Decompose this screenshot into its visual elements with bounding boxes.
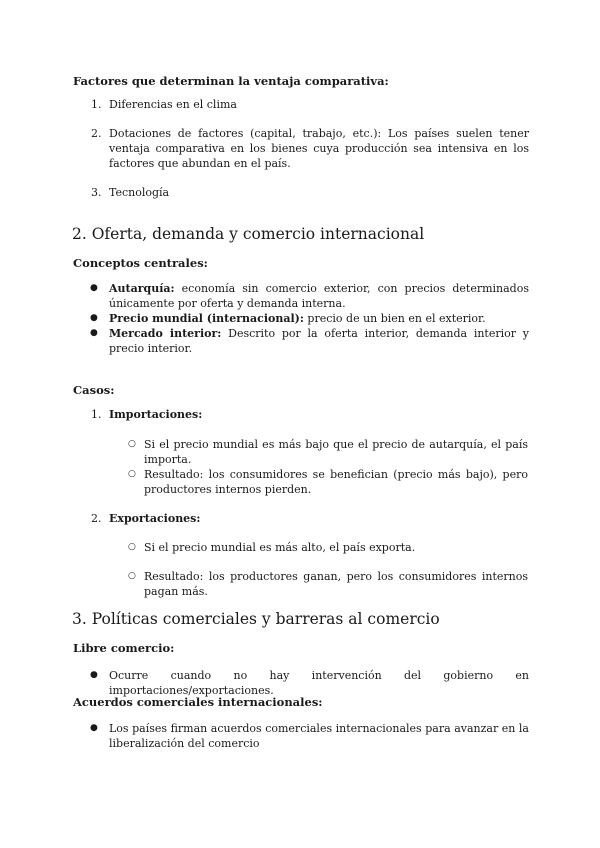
case-title: Importaciones: (109, 408, 203, 421)
term-description: precio de un bien en el exterior. (303, 312, 486, 325)
list-item: Los países firman acuerdos comerciales internacionales para avanzar en la liberalización del comercio (109, 722, 529, 750)
sub-list-item: Si el precio mundial es más alto, el país exporta. (144, 541, 416, 554)
bullet-icon: ● (90, 313, 98, 323)
sub-list-item: Resultado: los consumidores se benefician (precio más bajo), pero productores internos pierden. (144, 468, 528, 496)
term-description: Descrito por la oferta interior, demanda interior y precio interior. (109, 327, 529, 355)
list-item: Tecnología (109, 186, 170, 199)
list-item (109, 311, 529, 326)
list-marker: 1. (91, 408, 102, 421)
circle-bullet-icon: ○ (128, 542, 136, 552)
free-trade-heading: Libre comercio: (73, 641, 175, 655)
list-marker: 2. (91, 127, 102, 140)
term: Mercado interior: (109, 327, 222, 340)
agreements-heading: Acuerdos comerciales internacionales: (73, 695, 323, 709)
sub-list-item: Resultado: los productores ganan, pero los consumidores internos pagan más. (144, 570, 528, 598)
list-item (109, 326, 529, 356)
circle-bullet-icon: ○ (128, 439, 136, 449)
concepts-heading: Conceptos centrales: (73, 256, 208, 270)
list-item: Ocurre cuando no hay intervención del gobierno en importaciones/exportaciones. (109, 669, 529, 697)
list-item (109, 281, 529, 311)
case-title: Exportaciones: (109, 512, 201, 525)
bullet-icon: ● (90, 723, 98, 733)
bullet-icon: ● (90, 283, 98, 293)
term: Autarquía: (109, 282, 175, 295)
bullet-icon: ● (90, 670, 98, 680)
cases-heading: Casos: (73, 383, 115, 397)
circle-bullet-icon: ○ (128, 571, 136, 581)
list-marker: 3. (91, 186, 102, 199)
list-item: Diferencias en el clima (109, 98, 237, 111)
bullet-icon: ● (90, 328, 98, 338)
section-title: 3. Políticas comerciales y barreras al comercio (72, 610, 440, 628)
term-description: economía sin comercio exterior, con precios determinados únicamente por oferta y demanda interna. (109, 282, 529, 310)
sub-list-item: Si el precio mundial es más bajo que el precio de autarquía, el país importa. (144, 438, 528, 466)
list-marker: 2. (91, 512, 102, 525)
list-item: Dotaciones de factores (capital, trabajo, etc.): Los países suelen tener ventaja comparativa en los bienes cuya producción sea intensiva en los factores que abundan en el país. (109, 127, 529, 170)
section-title: 2. Oferta, demanda y comercio internacional (72, 225, 425, 243)
list-marker: 1. (91, 98, 102, 111)
term: Precio mundial (internacional): (109, 312, 304, 325)
circle-bullet-icon: ○ (128, 469, 136, 479)
factors-heading: Factores que determinan la ventaja comparativa: (73, 74, 389, 88)
